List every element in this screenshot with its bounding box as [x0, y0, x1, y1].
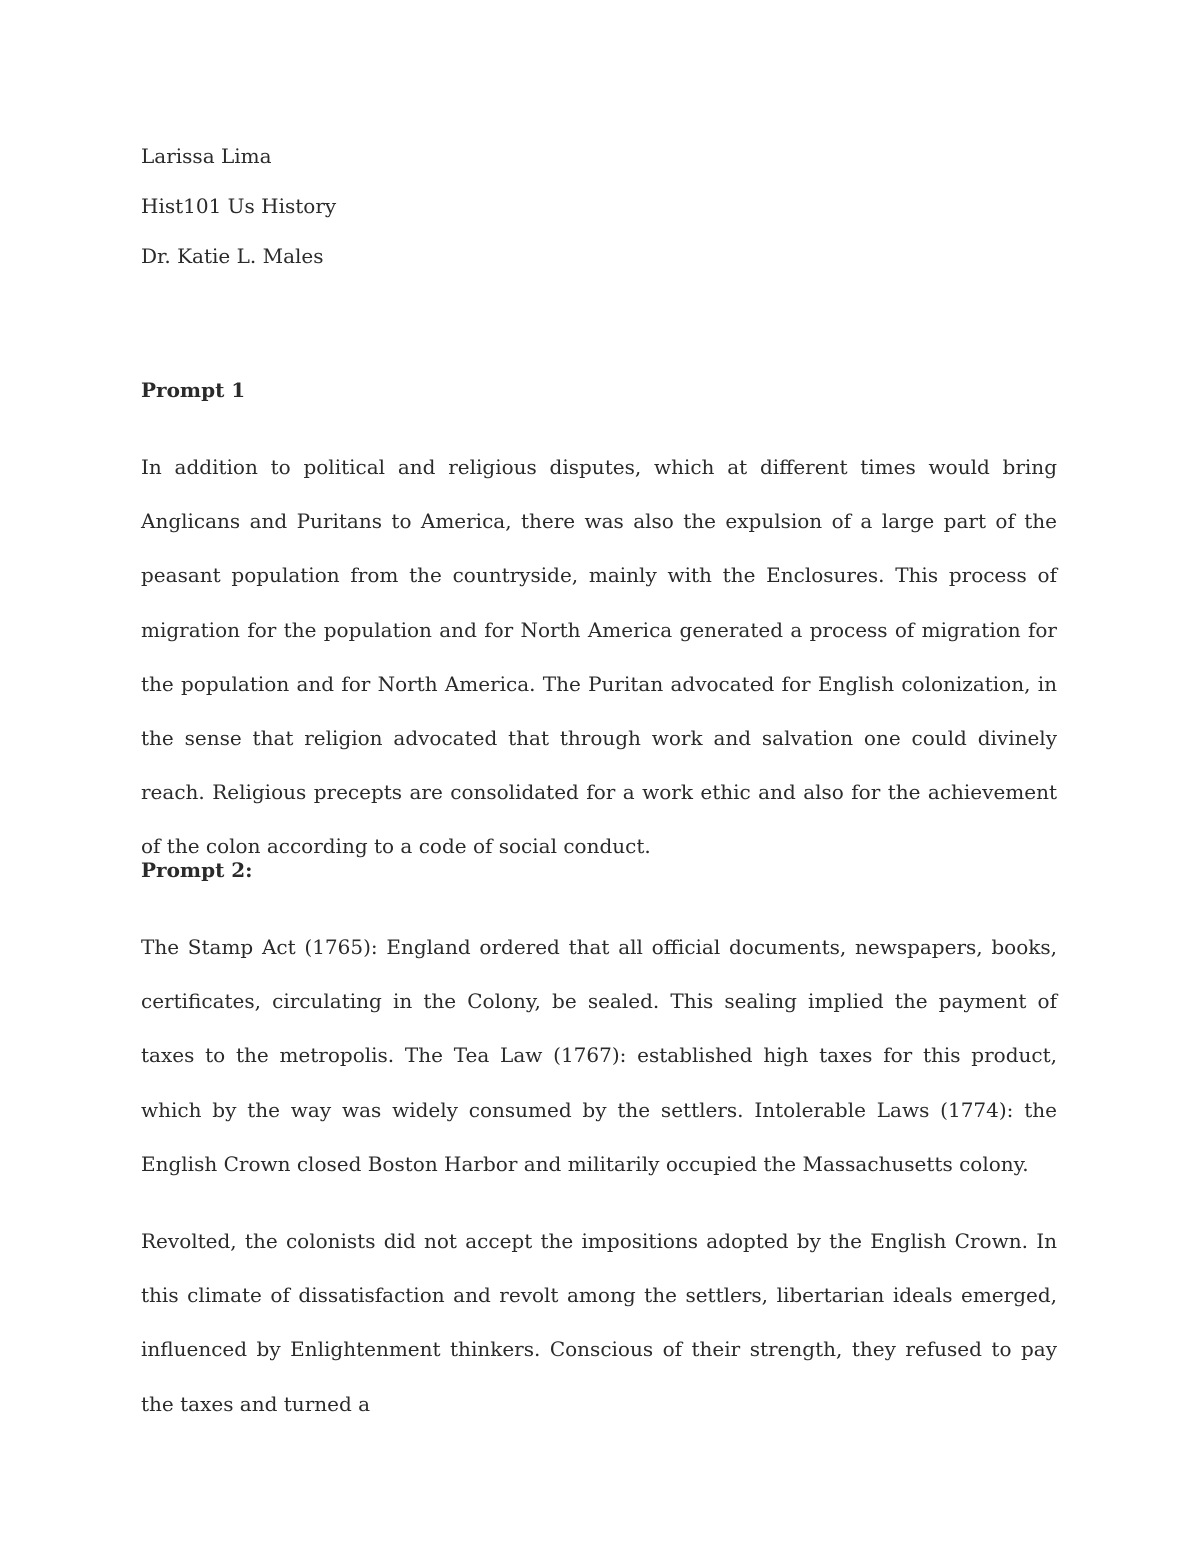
student-name: Larissa Lima — [141, 144, 272, 168]
prompt-1-title: Prompt 1 — [141, 378, 246, 402]
prompt-1-paragraph: In addition to political and religious disputes, which at different times would bring Anglicans and Puritans to America, there was also the expulsion of a large part of the peasant population from the countryside, mainly with the Enclosures. This process of migration for the population and for North America generated a process of migration for the population and for North America. The Puritan advocated for English colonization, in the sense that religion advocated that through work and salvation one could divinely reach. Religious precepts are consolidated for a work ethic and also for the achievement of the colon according to a code of social conduct. — [141, 455, 1057, 859]
prompt-2-paragraph-1: The Stamp Act (1765): England ordered that all official documents, newspapers, books, certificates, circulating in the Colony, be sealed. This sealing implied the payment of taxes to the metropolis. The Tea Law (1767): established high taxes for this product, which by the way was widely consumed by the settlers. Intolerable Laws (1774): the English Crown closed Boston Harbor and militarily occupied the Massachusetts colony. — [141, 935, 1057, 1176]
course-name: Hist101 Us History — [141, 194, 337, 218]
instructor-name: Dr. Katie L. Males — [141, 244, 324, 268]
prompt-2-title: Prompt 2: — [141, 858, 253, 882]
prompt-2-paragraph-2: Revolted, the colonists did not accept the impositions adopted by the English Crown. In this climate of dissatisfaction and revolt among the settlers, libertarian ideals emerged, influenced by Enlightenment thinkers. Conscious of their strength, they refused to pay the taxes and turned a — [141, 1229, 1057, 1416]
